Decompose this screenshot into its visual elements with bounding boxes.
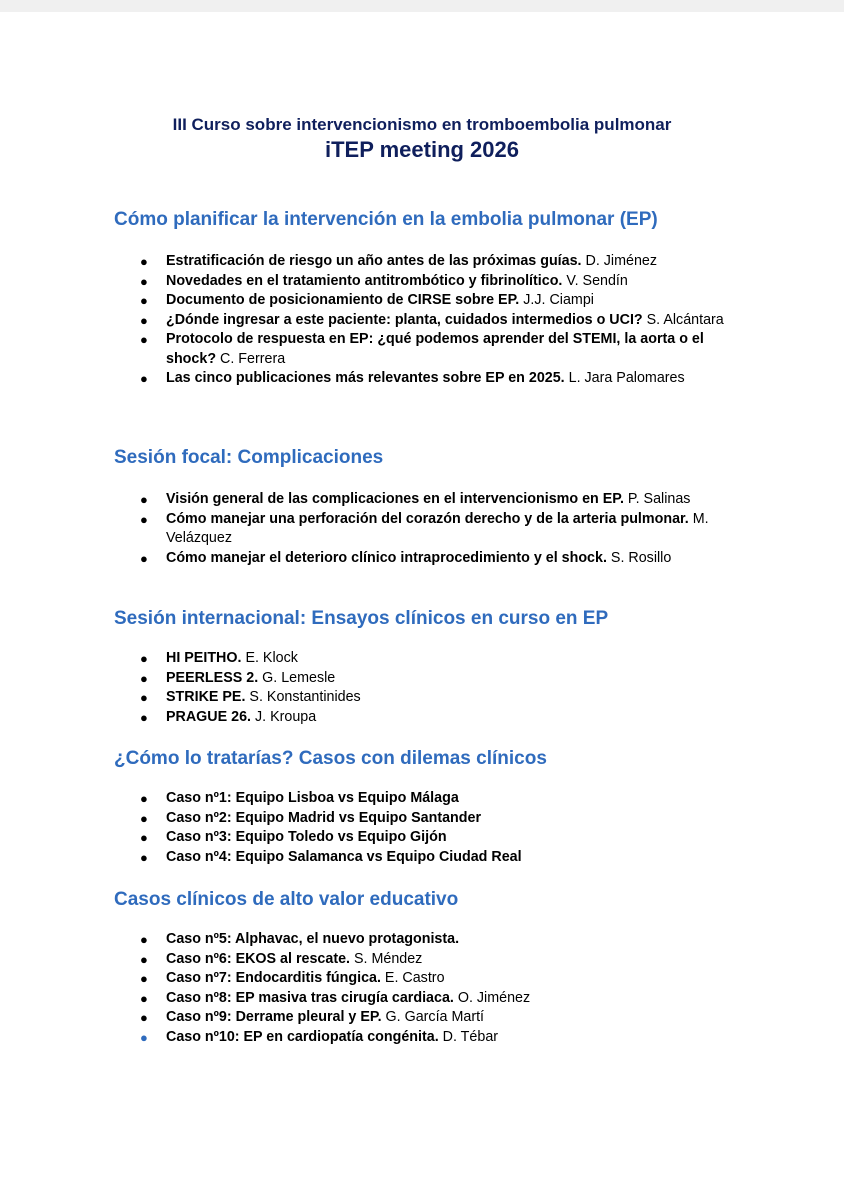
bullet-icon: ● (140, 951, 148, 967)
bullet-icon: ● (140, 990, 148, 1006)
list-item (114, 969, 726, 989)
item-author: L. Jara Palomares (564, 370, 685, 386)
list-item (114, 1008, 726, 1028)
item-title: Visión general de las complicaciones en el intervencionismo en EP. (166, 491, 624, 507)
item-author: O. Jiménez (453, 989, 531, 1006)
section-list (114, 649, 794, 727)
item-title: Cómo manejar una perforación del corazón derecho y de la arteria pulmonar. (166, 510, 689, 527)
item-author: E. Castro (380, 970, 445, 986)
section-dilemas (114, 747, 794, 867)
section-list (114, 490, 794, 568)
bullet-icon: ● (140, 791, 148, 806)
item-title: Caso nº10: EP en cardiopatía congénita. (166, 1028, 439, 1045)
item-author: M. Velázquez (166, 510, 709, 546)
item-title: HI PEITHO. (166, 650, 242, 666)
list-item (114, 828, 726, 848)
item-title: Caso nº1: Equipo Lisboa vs Equipo Málaga (166, 790, 459, 806)
item-author: C. Ferrera (216, 350, 286, 367)
item-title: Cómo manejar el deterioro clínico intraprocedimiento y el shock. (166, 549, 607, 566)
section-internacional (114, 607, 794, 727)
item-title: Caso nº2: Equipo Madrid vs Equipo Santander (166, 809, 482, 826)
bullet-icon: ● (140, 651, 148, 666)
bullet-icon: ● (140, 550, 148, 566)
bullet-icon: ● (140, 709, 148, 725)
bullet-icon: ● (140, 273, 148, 289)
document-subtitle: III Curso sobre intervencionismo en tromboembolia pulmonar (172, 115, 672, 134)
list-item (114, 950, 726, 970)
item-title: Caso nº6: EKOS al rescate. (166, 950, 351, 967)
bullet-icon: ● (140, 511, 148, 527)
list-item (114, 549, 766, 569)
document-page (0, 12, 844, 1200)
bullet-icon: ● (140, 312, 148, 328)
item-title: Caso nº7: Endocarditis fúngica. (166, 970, 381, 986)
bullet-icon: ● (140, 254, 148, 269)
item-title: ¿Dónde ingresar a este paciente: planta, cuidados intermedios o UCI? (166, 311, 643, 328)
item-title: Protocolo de respuesta en EP: ¿qué podemos aprender del STEMI, la aorta o el shock? (166, 331, 704, 367)
list-item (114, 848, 726, 868)
bullet-icon: ● (140, 810, 148, 826)
list-item (114, 369, 726, 389)
section-title: Sesión focal: Complicaciones (114, 447, 384, 468)
bullet-icon: ● (140, 1010, 148, 1025)
item-title: Caso nº3: Equipo Toledo vs Equipo Gijón (166, 829, 447, 845)
list-item (114, 708, 726, 728)
item-title: Caso nº4: Equipo Salamanca vs Equipo Ciudad Real (166, 848, 522, 865)
item-author: D. Tébar (438, 1028, 499, 1045)
item-author: S. Méndez (350, 950, 423, 967)
list-item (114, 989, 726, 1009)
list-item (114, 490, 726, 510)
item-author: S. Konstantinides (245, 689, 361, 705)
list-item (114, 669, 726, 689)
list-item (114, 649, 726, 669)
bullet-icon: ● (140, 492, 148, 507)
item-author: J. Kroupa (251, 708, 317, 725)
list-item (114, 688, 726, 708)
bullet-icon: ● (140, 830, 148, 845)
top-bar (0, 0, 844, 12)
bullet-icon: ● (140, 849, 148, 865)
section-list (114, 930, 794, 1047)
list-item (114, 252, 726, 272)
document-title: iTEP meeting 2026 (324, 137, 519, 162)
document-header (0, 114, 844, 164)
item-author: V. Sendín (562, 272, 628, 289)
item-author: S. Rosillo (606, 549, 672, 566)
section-complicaciones (114, 446, 794, 568)
item-title: PEERLESS 2. (166, 669, 259, 686)
section-title: ¿Cómo lo tratarías? Casos con dilemas clínicos (114, 748, 547, 769)
section-list (114, 252, 794, 389)
list-item (114, 291, 726, 311)
item-author: G. Lemesle (258, 669, 336, 686)
item-title: Estratificación de riesgo un año antes de las próximas guías. (166, 253, 582, 269)
item-author: P. Salinas (623, 491, 691, 507)
bullet-icon: ● (140, 690, 148, 705)
bullet-icon: ● (140, 670, 148, 686)
list-item (114, 330, 726, 369)
item-author: D. Jiménez (581, 253, 658, 269)
section-list (114, 789, 794, 867)
item-title: Caso nº8: EP masiva tras cirugía cardiaca. (166, 989, 454, 1006)
list-item (114, 311, 726, 331)
item-title: Caso nº9: Derrame pleural y EP. (166, 1009, 382, 1025)
section-title: Casos clínicos de alto valor educativo (114, 889, 459, 910)
item-title: PRAGUE 26. (166, 708, 252, 725)
item-title: Las cinco publicaciones más relevantes sobre EP en 2025. (166, 370, 565, 386)
item-author: S. Alcántara (642, 311, 724, 328)
list-item (114, 272, 726, 292)
section-title: Cómo planificar la intervención en la embolia pulmonar (EP) (114, 209, 658, 230)
bullet-icon: ● (140, 293, 148, 308)
list-item (114, 789, 726, 809)
bullet-icon: ● (140, 332, 148, 347)
bullet-icon: ● (140, 1029, 148, 1045)
item-title: STRIKE PE. (166, 689, 246, 705)
list-item (114, 510, 726, 549)
item-title: Documento de posicionamiento de CIRSE sobre EP. (166, 292, 520, 308)
item-author: J.J. Ciampi (519, 292, 594, 308)
item-title: Novedades en el tratamiento antitrombótico y fibrinolítico. (166, 272, 563, 289)
list-item (114, 809, 726, 829)
section-planificar (114, 208, 794, 389)
section-casos-educativos (114, 888, 794, 1047)
list-item (114, 1028, 726, 1048)
bullet-icon: ● (140, 932, 148, 947)
item-author: E. Klock (241, 650, 298, 666)
item-author: G. García Martí (381, 1009, 485, 1025)
bullet-icon: ● (140, 971, 148, 986)
list-item (114, 930, 726, 950)
section-title: Sesión internacional: Ensayos clínicos en curso en EP (114, 608, 609, 629)
bullet-icon: ● (140, 371, 148, 386)
item-title: Caso nº5: Alphavac, el nuevo protagonista. (166, 931, 460, 947)
